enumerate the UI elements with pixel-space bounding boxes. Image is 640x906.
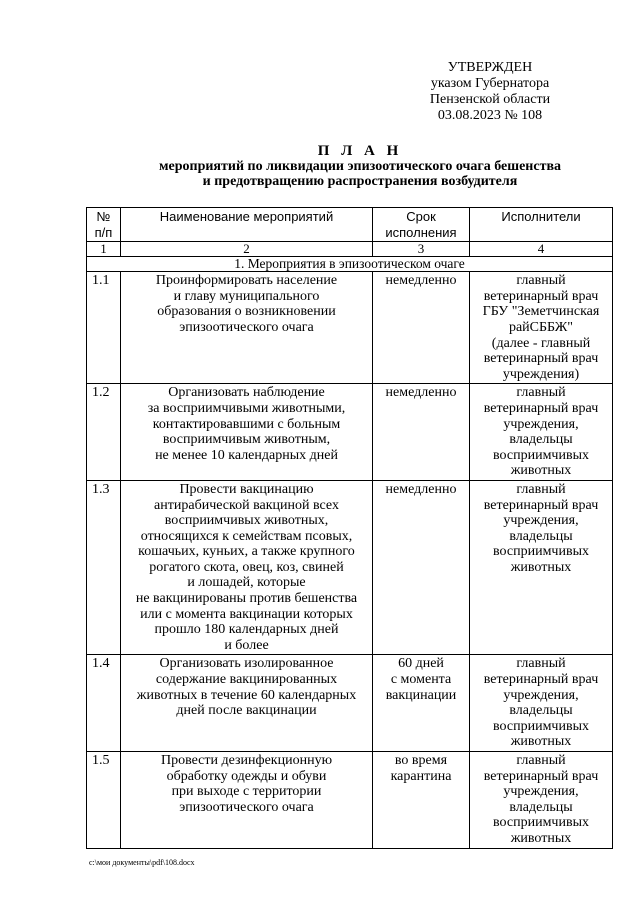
row-activity: Организовать наблюдение за восприимчивыми животными, контактировавшими с больным восприимчивым животным, не менее 10 календарных дней	[121, 384, 373, 481]
row-term: во время карантина	[373, 752, 470, 849]
row-number: 1.4	[87, 655, 121, 752]
approval-line-4: 03.08.2023 № 108	[437, 108, 543, 123]
row-executors: главный ветеринарный врач учреждения, владельцы восприимчивых животных	[470, 655, 613, 752]
approval-line-2: указом Губернатора	[430, 76, 550, 91]
row-term: немедленно	[373, 272, 470, 384]
index-cell-3: 3	[373, 242, 470, 257]
row-number: 1.3	[87, 480, 121, 655]
table-row	[87, 384, 613, 481]
approval-line-1: УТВЕРЖДЕН	[447, 60, 533, 75]
section-row	[87, 257, 613, 272]
row-number: 1.1	[87, 272, 121, 384]
index-cell-1: 1	[87, 242, 121, 257]
table-row	[87, 752, 613, 849]
section-title: 1. Мероприятия в эпизоотическом очаге	[87, 257, 613, 272]
header-row	[87, 208, 613, 242]
row-executors: главный ветеринарный врач ГБУ "Земетчинская райСББЖ" (далее - главный ветеринарный врач учреждения)	[470, 272, 613, 384]
title-plan: П Л А Н	[317, 143, 403, 159]
row-number: 1.2	[87, 384, 121, 481]
row-executors: главный ветеринарный врач учреждения, владельцы восприимчивых животных	[470, 752, 613, 849]
row-number: 1.5	[87, 752, 121, 849]
title-line-2: и предотвращению распространения возбудителя	[202, 174, 518, 189]
approval-stamp	[412, 60, 568, 124]
file-path-footer: c:\мои документы\pdf\108.docx	[89, 858, 195, 867]
plan-table-body	[87, 208, 613, 849]
row-executors: главный ветеринарный врач учреждения, владельцы восприимчивых животных	[470, 480, 613, 655]
row-term: 60 дней с момента вакцинации	[373, 655, 470, 752]
row-executors: главный ветеринарный врач учреждения, владельцы восприимчивых животных	[470, 384, 613, 481]
row-term: немедленно	[373, 480, 470, 655]
table-row	[87, 655, 613, 752]
row-activity: Провести дезинфекционную обработку одежды и обуви при выходе с территории эпизоотического очага	[121, 752, 373, 849]
approval-line-3: Пензенской области	[429, 92, 551, 107]
index-row	[87, 242, 613, 257]
header-name: Наименование мероприятий	[121, 208, 373, 242]
header-term: Срок исполнения	[373, 208, 470, 242]
row-term: немедленно	[373, 384, 470, 481]
title-line-1: мероприятий по ликвидации эпизоотического очага бешенства	[158, 159, 562, 174]
header-num: № п/п	[87, 208, 121, 242]
plan-table	[86, 207, 613, 849]
header-exec: Исполнители	[470, 208, 613, 242]
index-cell-4: 4	[470, 242, 613, 257]
document-title	[80, 144, 640, 189]
row-activity: Организовать изолированное содержание вакцинированных животных в течение 60 календарных дней после вакцинации	[121, 655, 373, 752]
table-row	[87, 272, 613, 384]
table-row	[87, 480, 613, 655]
index-cell-2: 2	[121, 242, 373, 257]
row-activity: Проинформировать население и главу муниципального образования о возникновении эпизоотического очага	[121, 272, 373, 384]
row-activity: Провести вакцинацию антирабической вакциной всех восприимчивых животных, относящихся к семействам псовых, кошачьих, куньих, а также крупного рогатого скота, овец, коз, свиней и лошадей, которые не вакцинированы против бешенства или с момента вакцинации которых прошло 180 календарных дней и более	[121, 480, 373, 655]
